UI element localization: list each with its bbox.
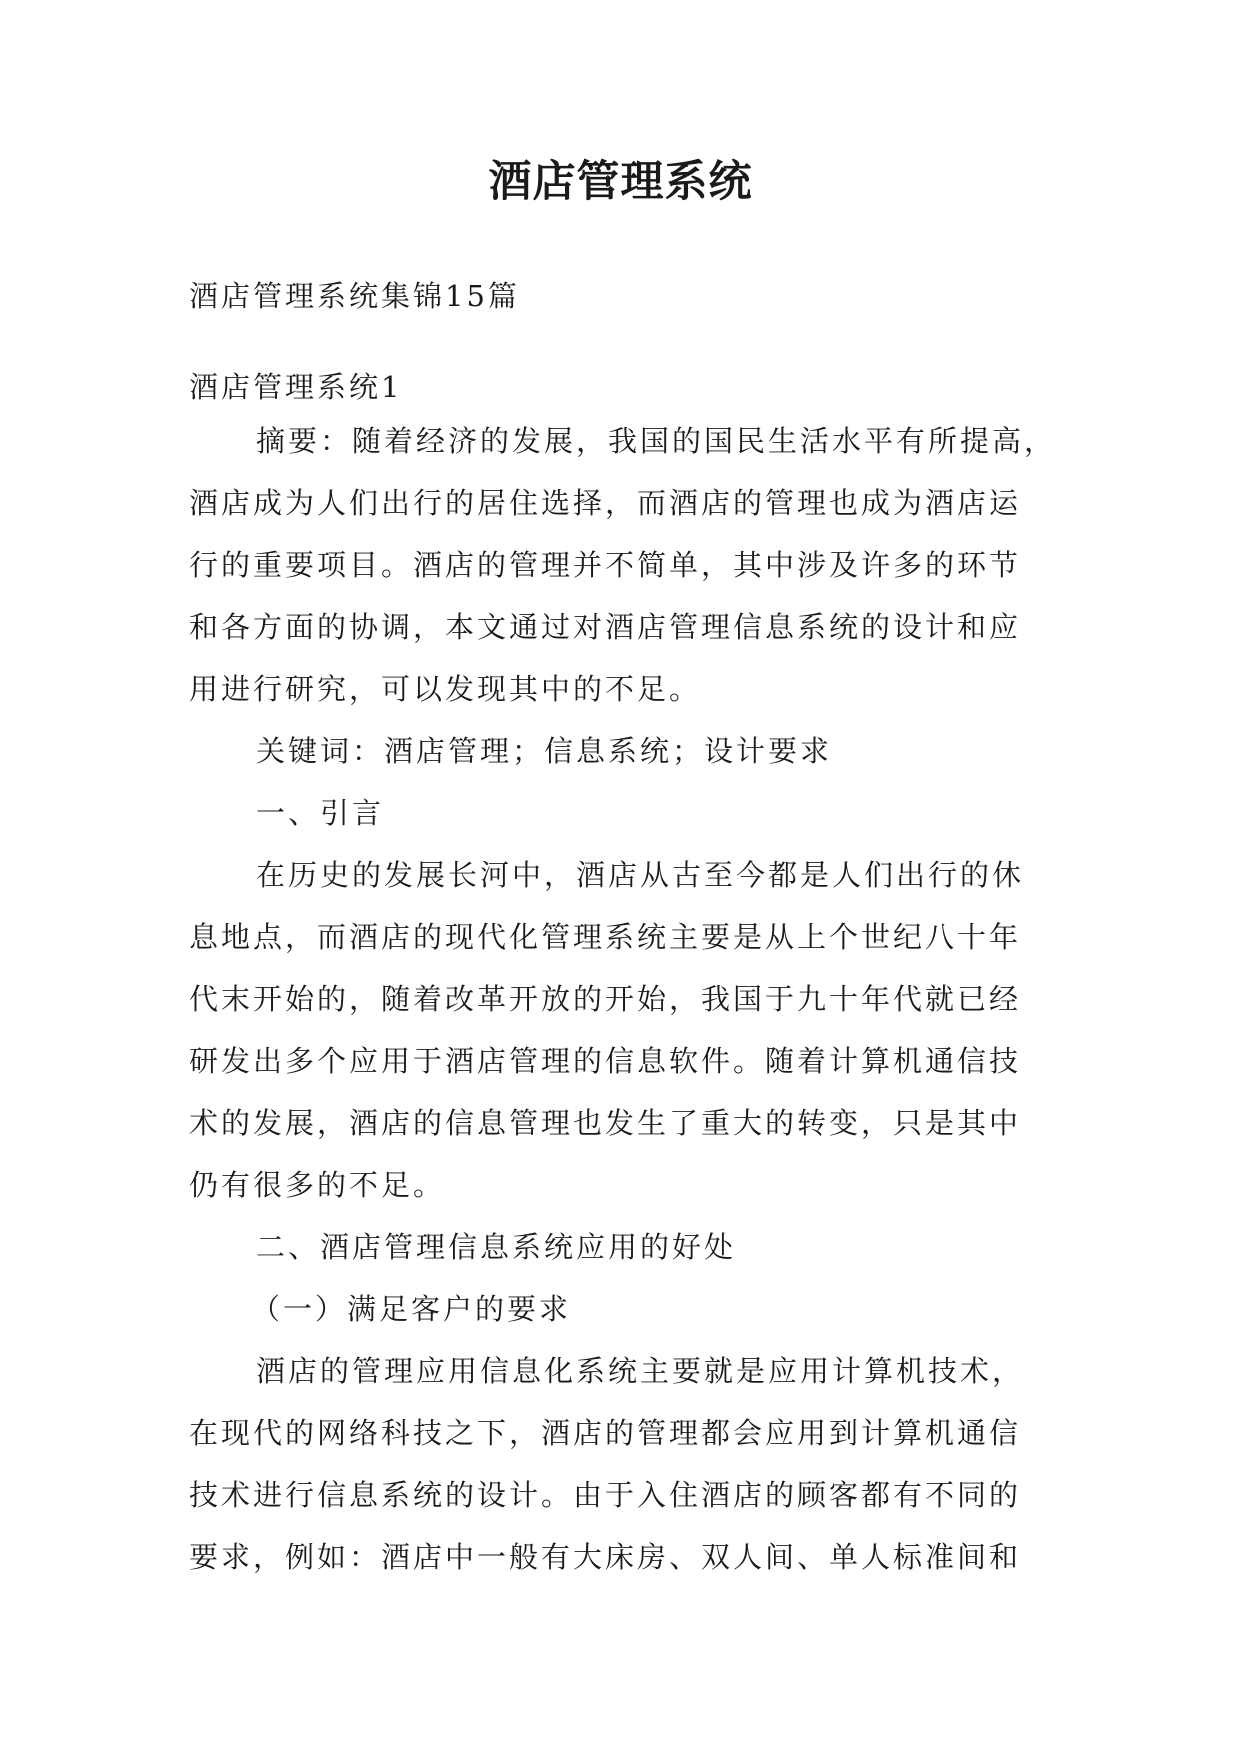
paragraph-line: 仍有很多的不足。 [189, 1168, 446, 1202]
paragraph-line: 摘要：随着经济的发展，我国的国民生活水平有所提高， [256, 424, 1057, 458]
subsection-title: （一）满足客户的要求 [251, 1292, 572, 1326]
paragraph-line: 和各方面的协调，本文通过对酒店管理信息系统的设计和应 [189, 610, 1022, 644]
paragraph-line: 研发出多个应用于酒店管理的信息软件。随着计算机通信技 [189, 1044, 1022, 1078]
keywords-line: 关键词：酒店管理；信息系统；设计要求 [256, 734, 833, 768]
section-heading: 酒店管理系统1 [189, 370, 403, 404]
paragraph-line: 技术进行信息系统的设计。由于入住酒店的顾客都有不同的 [189, 1478, 1022, 1512]
paragraph-line: 酒店的管理应用信息化系统主要就是应用计算机技术， [256, 1354, 1025, 1388]
paragraph-line: 要求，例如：酒店中一般有大床房、双人间、单人标准间和 [189, 1540, 1022, 1574]
section-title: 一、引言 [256, 796, 385, 830]
paragraph-line: 息地点，而酒店的现代化管理系统主要是从上个世纪八十年 [189, 920, 1022, 954]
document-subtitle: 酒店管理系统集锦15篇 [189, 279, 520, 313]
paragraph-line: 在现代的网络科技之下，酒店的管理都会应用到计算机通信 [189, 1416, 1022, 1450]
section-title: 二、酒店管理信息系统应用的好处 [256, 1230, 737, 1264]
paragraph-line: 行的重要项目。酒店的管理并不简单，其中涉及许多的环节 [189, 548, 1022, 582]
paragraph-line: 在历史的发展长河中，酒店从古至今都是人们出行的休 [256, 858, 1025, 892]
document-title: 酒店管理系统 [488, 157, 753, 207]
paragraph-line: 用进行研究，可以发现其中的不足。 [189, 672, 702, 706]
body-text [189, 410, 1059, 1588]
paragraph-line: 代末开始的，随着改革开放的开始，我国于九十年代就已经 [189, 982, 1022, 1016]
paragraph-line: 术的发展，酒店的信息管理也发生了重大的转变，只是其中 [189, 1106, 1022, 1140]
paragraph-line: 酒店成为人们出行的居住选择，而酒店的管理也成为酒店运 [189, 486, 1022, 520]
